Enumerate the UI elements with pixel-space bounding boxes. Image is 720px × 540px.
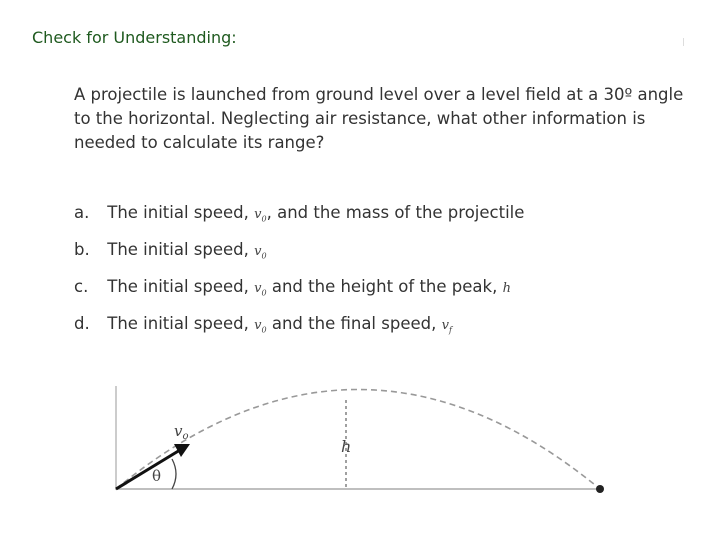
variable-v0: $v_0$ (254, 281, 267, 298)
projectile-diagram (100, 380, 620, 510)
slide-title: Check for Understanding: (32, 28, 237, 47)
variable-h: h (502, 281, 511, 296)
choice-text: The initial speed, (107, 240, 249, 259)
velocity-arrow (116, 450, 180, 489)
choice-letter: b. (74, 240, 90, 259)
divider-mark (683, 38, 684, 46)
choice-text: The initial speed, (107, 277, 249, 296)
answer-choices (74, 200, 684, 348)
choice-letter: c. (74, 277, 89, 296)
question-text: A projectile is launched from ground level over a level field at a 30º angle to the horizontal. Neglecting air resistance, what other information is needed to calculate its range? (74, 85, 684, 152)
variable-v0: $v_0$ (254, 207, 267, 224)
height-label: h (341, 437, 352, 456)
choice-a[interactable] (74, 200, 684, 237)
variable-vf: $v_f$ (441, 318, 452, 335)
choice-b[interactable] (74, 237, 684, 274)
choice-text-after: and the final speed, (266, 314, 437, 333)
angle-label: θ (152, 467, 162, 485)
choice-text: The initial speed, (107, 314, 249, 333)
choice-text-after: , and the mass of the projectile (266, 203, 525, 222)
trajectory-path (116, 390, 600, 490)
choice-letter: d. (74, 314, 90, 333)
landing-point (596, 485, 604, 493)
choice-c[interactable] (74, 274, 684, 311)
choice-text-after: and the height of the peak, (266, 277, 498, 296)
choice-text: The initial speed, (107, 203, 249, 222)
variable-v0: $v_0$ (254, 244, 267, 261)
choice-letter: a. (74, 203, 90, 222)
variable-v0: $v_0$ (254, 318, 267, 335)
velocity-label: $v_o$ (174, 422, 189, 442)
choice-d[interactable] (74, 311, 684, 348)
angle-arc (172, 459, 176, 489)
